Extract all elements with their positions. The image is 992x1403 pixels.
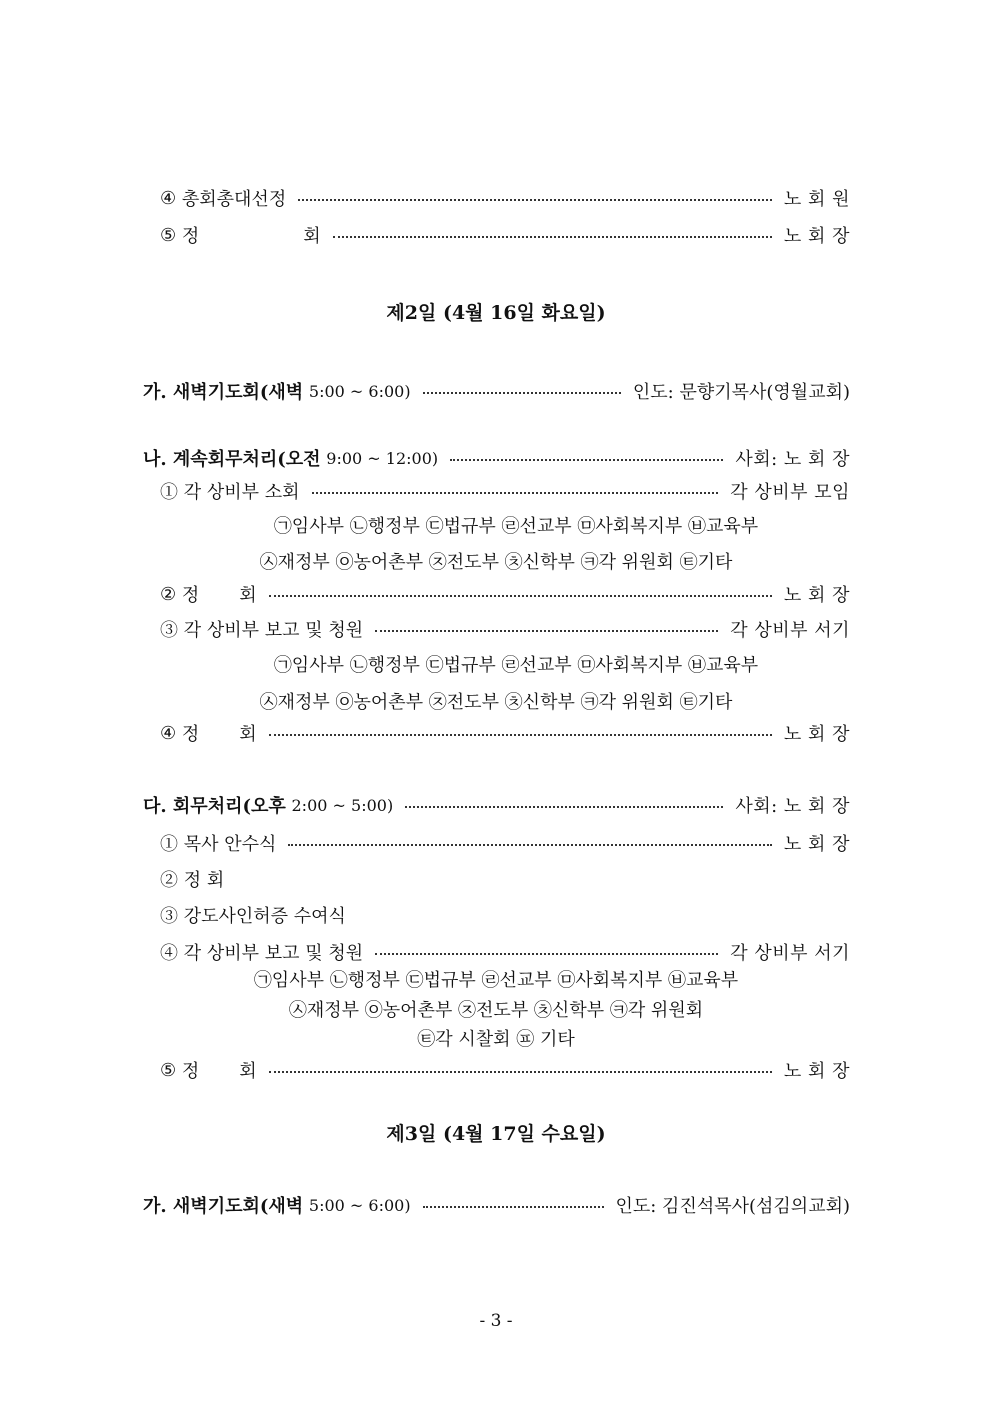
section-label: 가. 새벽기도회(새벽	[143, 1196, 304, 1217]
section-leader: 인도: 문향기목사(영월교회)	[632, 382, 850, 403]
da-list-line1: ㉠임사부 ㉡행정부 ㉢법규부 ㉣선교부 ㉤사회복지부 ㉥교육부	[253, 970, 739, 991]
da-list-line3: ㉫각 시찰회 ㉬ 기타	[417, 1029, 575, 1050]
item-label-part: 정	[181, 226, 200, 247]
na-list2-line2: ㉦재정부 ㉧농어촌부 ㉨전도부 ㉩신학부 ㉪각 위원회 ㉫기타	[259, 692, 733, 713]
da-item-1	[160, 831, 850, 855]
item-text: ① 각 상비부 소회	[160, 482, 300, 503]
top-item-4	[160, 186, 850, 210]
item-owner: 각 상비부 서기	[730, 620, 850, 641]
dot-leader	[423, 1206, 604, 1208]
day2-section-da	[143, 793, 850, 817]
item-label-part: 회	[239, 585, 257, 606]
item-owner: 노 회 장	[783, 1061, 850, 1082]
item-number: ④	[160, 187, 177, 209]
na-item-1	[160, 479, 850, 503]
item-text: ④ 각 상비부 보고 및 청원	[160, 943, 364, 964]
item-text: ① 목사 안수식	[160, 834, 277, 855]
page-number: - 3 -	[479, 1311, 513, 1331]
item-label-part: 회	[303, 226, 321, 247]
na-list1-line1: ㉠임사부 ㉡행정부 ㉢법규부 ㉣선교부 ㉤사회복지부 ㉥교육부	[273, 516, 759, 537]
section-label: 다. 회무처리(오후	[143, 796, 286, 817]
top-item-5	[160, 223, 850, 247]
day2-section-na	[143, 446, 850, 470]
dot-leader	[298, 199, 772, 201]
dot-leader	[375, 953, 718, 955]
section-chair: 사회: 노 회 장	[735, 796, 850, 817]
na-item-3	[160, 617, 850, 641]
da-item-3: ③ 강도사인허증 수여식	[160, 906, 346, 927]
dot-leader	[269, 1071, 772, 1073]
dot-leader	[288, 844, 772, 846]
dot-leader	[333, 236, 772, 238]
section-time: 9:00 ~ 12:00)	[326, 448, 439, 468]
item-owner: 노 회 장	[783, 834, 850, 855]
day3-heading: 제3일 (4월 17일 수요일)	[386, 1123, 606, 1145]
dot-leader	[450, 459, 723, 461]
da-item-4	[160, 940, 850, 964]
dot-leader	[312, 492, 719, 494]
na-item-4	[160, 721, 850, 745]
section-label: 나. 계속회무처리(오전	[143, 449, 321, 470]
section-label: 가. 새벽기도회(새벽	[143, 382, 304, 403]
item-label-part: 정	[181, 1061, 200, 1082]
na-item-2	[160, 582, 850, 606]
item-number: ④	[160, 722, 177, 744]
item-owner: 노 회 장	[783, 585, 850, 606]
item-label-part: 정	[181, 724, 200, 745]
item-number: ⑤	[160, 1059, 177, 1081]
dot-leader	[269, 595, 772, 597]
da-list-line2: ㉦재정부 ㉧농어촌부 ㉨전도부 ㉩신학부 ㉪각 위원회	[288, 1000, 704, 1021]
dot-leader	[375, 630, 718, 632]
item-label-part: 정	[181, 585, 200, 606]
na-list2-line1: ㉠임사부 ㉡행정부 ㉢법규부 ㉣선교부 ㉤사회복지부 ㉥교육부	[273, 655, 759, 676]
da-item-5	[160, 1058, 850, 1082]
day2-heading: 제2일 (4월 16일 화요일)	[386, 302, 606, 324]
item-owner: 노 회 장	[783, 226, 850, 247]
item-owner: 노 회 장	[783, 724, 850, 745]
section-chair: 사회: 노 회 장	[735, 449, 850, 470]
item-number: ②	[160, 583, 177, 605]
item-number: ⑤	[160, 224, 177, 246]
section-leader: 인도: 김진석목사(섬김의교회)	[615, 1196, 850, 1217]
item-owner: 각 상비부 서기	[730, 943, 850, 964]
da-item-2: ② 정 회	[160, 870, 225, 891]
item-text: ③ 각 상비부 보고 및 청원	[160, 620, 364, 641]
item-owner: 노 회 원	[783, 189, 850, 210]
item-owner: 각 상비부 모임	[730, 482, 850, 503]
section-time: 5:00 ~ 6:00)	[308, 1195, 411, 1215]
na-list1-line2: ㉦재정부 ㉧농어촌부 ㉨전도부 ㉩신학부 ㉪각 위원회 ㉫기타	[259, 552, 733, 573]
dot-leader	[269, 734, 772, 736]
day3-section-ga	[143, 1193, 850, 1217]
item-label-part: 회	[239, 724, 257, 745]
dot-leader	[405, 806, 723, 808]
section-time: 2:00 ~ 5:00)	[291, 795, 394, 815]
section-time: 5:00 ~ 6:00)	[308, 381, 411, 401]
item-label-part: 회	[239, 1061, 257, 1082]
day2-section-ga	[143, 379, 850, 403]
dot-leader	[423, 392, 621, 394]
item-label: 총회총대선정	[181, 189, 287, 210]
